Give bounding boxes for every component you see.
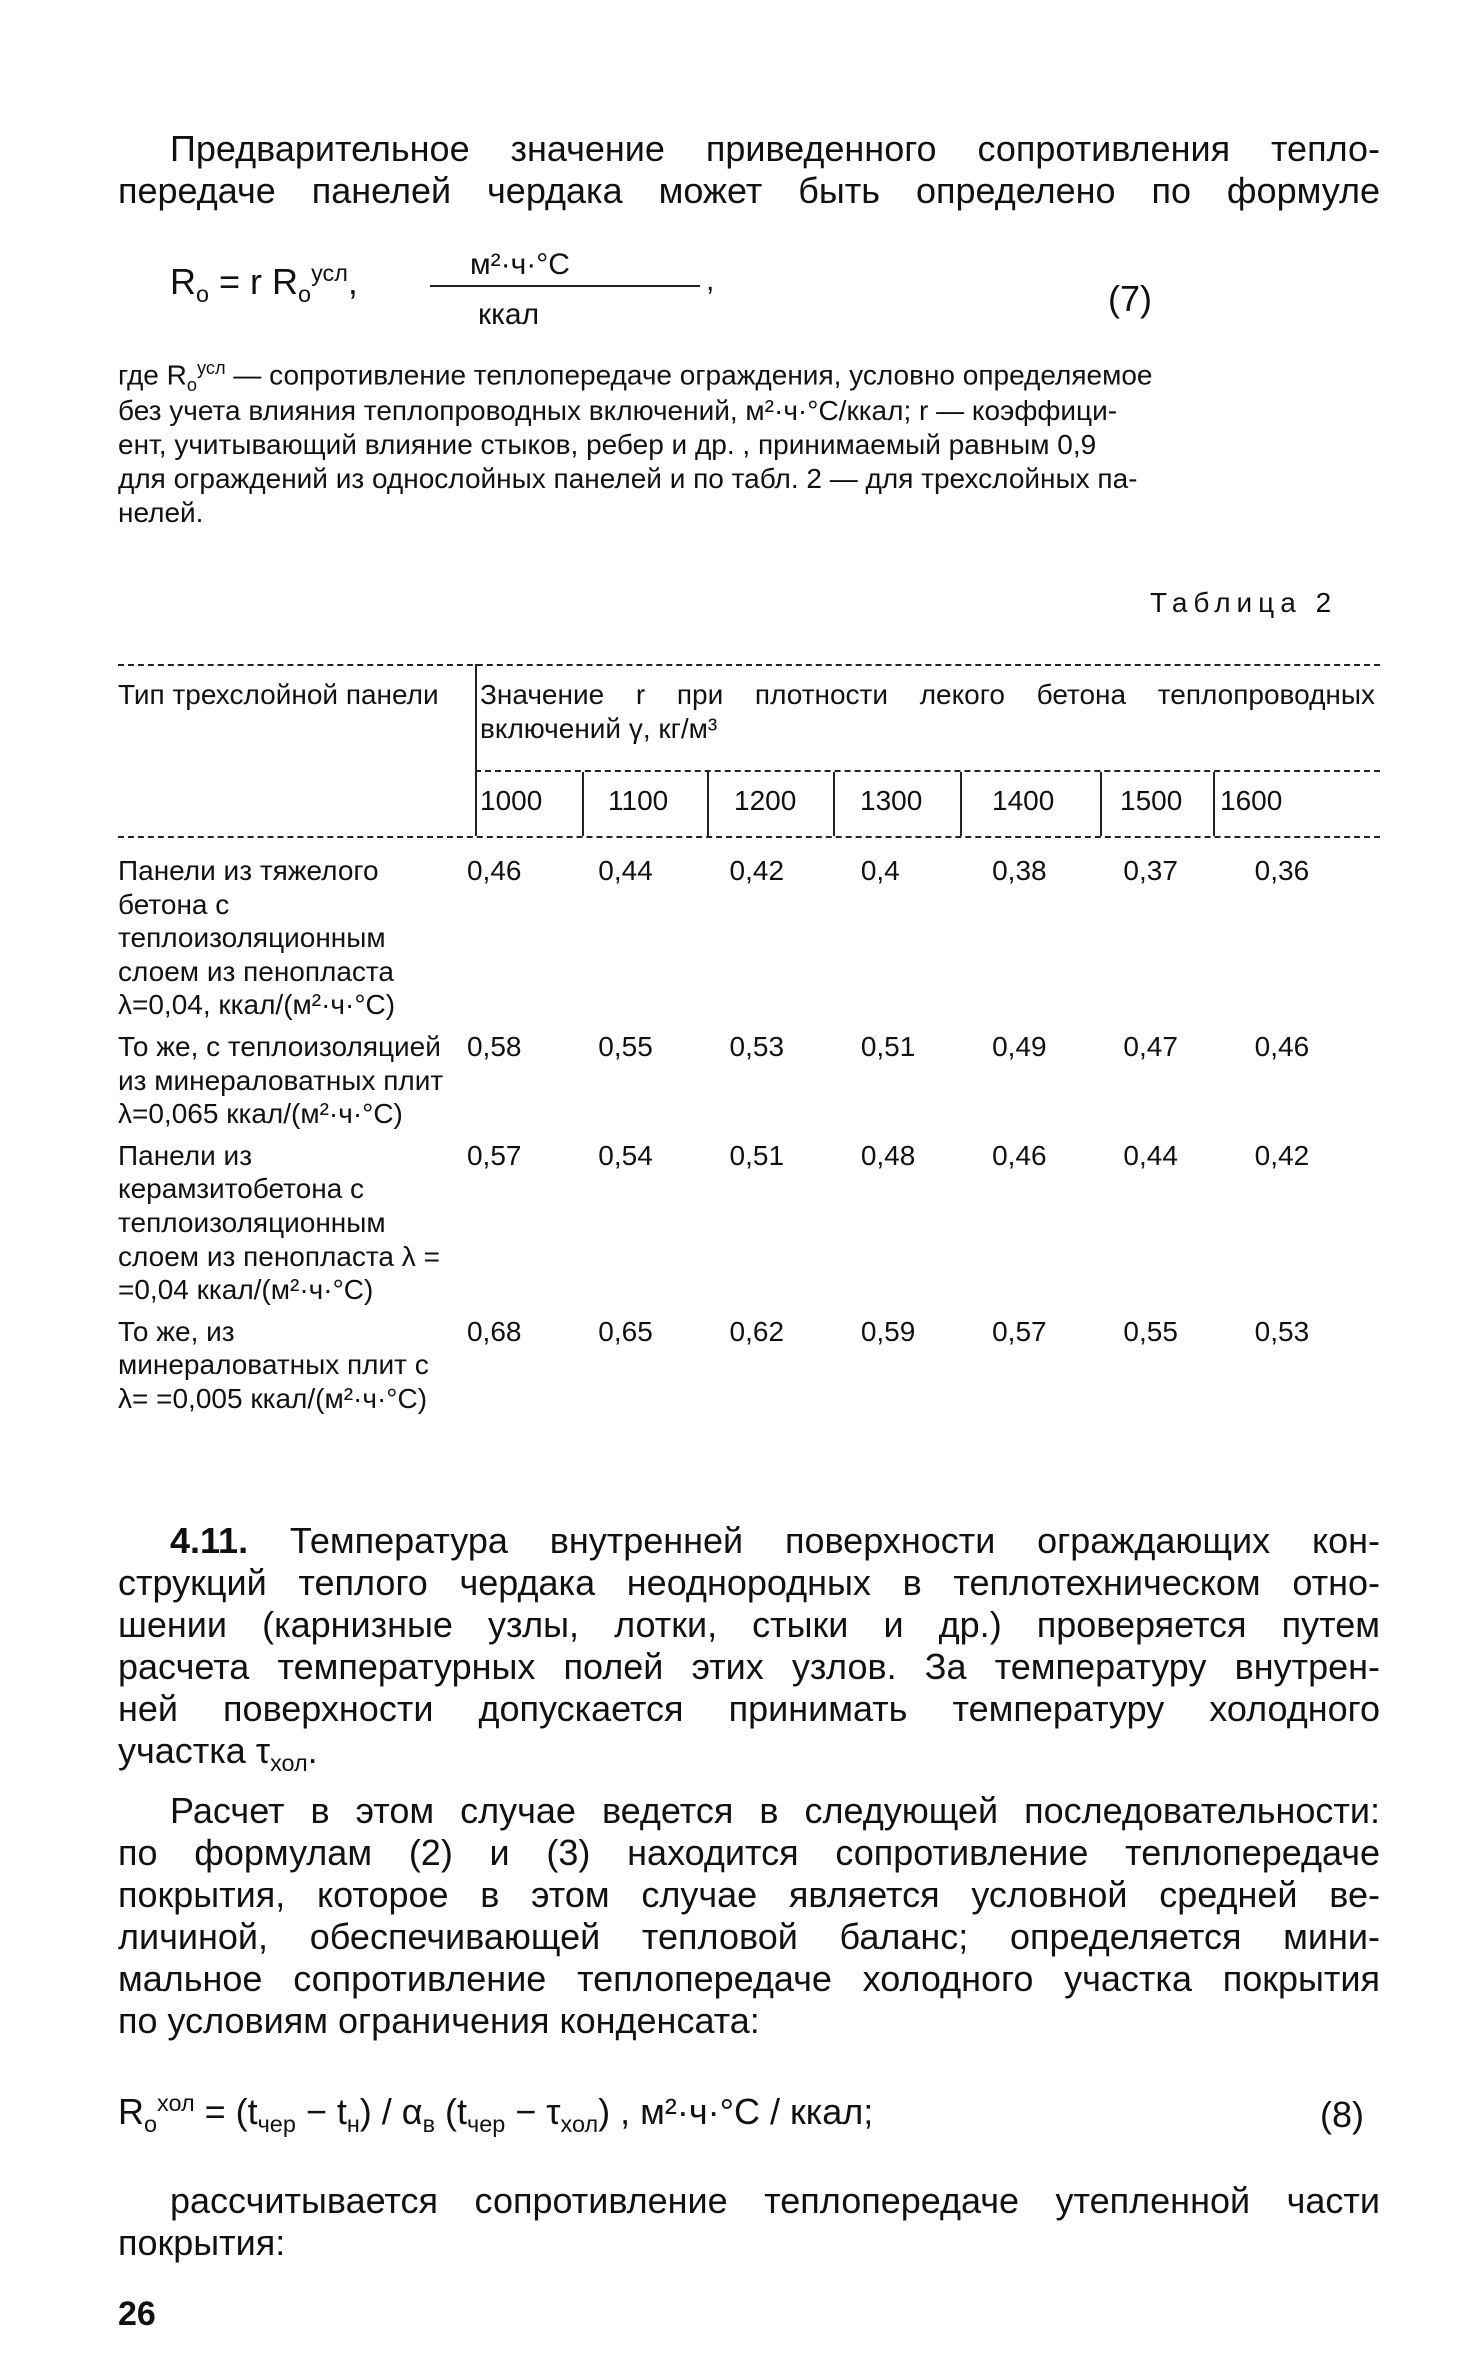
intro-line-1: Предварительное значение приведенного сопротивления тепло- bbox=[170, 128, 1380, 169]
row-value: 0,46 bbox=[1254, 1030, 1310, 1062]
row-value: 0,51 bbox=[729, 1139, 785, 1171]
row-value: 0,59 bbox=[860, 1315, 916, 1347]
density-label: 1600 bbox=[1220, 785, 1283, 816]
row-name: То же, из минераловатных плит с λ= =0,005 ккал/(м²·ч·°С) bbox=[118, 1315, 429, 1414]
density-label: 1500 bbox=[1120, 785, 1183, 816]
row-value: 0,36 bbox=[1254, 855, 1310, 886]
section-4-11-line-2: струкций теплого чердака неоднородных в теплотехническом отно- bbox=[118, 1562, 1380, 1603]
row-value: 0,58 bbox=[466, 1030, 522, 1062]
row-value: 0,68 bbox=[466, 1315, 522, 1347]
definition-line-3: ент, учитывающий влияние стыков, ребер и др. , принимаемый равным 0,9 bbox=[118, 429, 1097, 460]
table-header-bottom-rule bbox=[118, 836, 1380, 838]
formula-7-unit-denominator: ккал bbox=[478, 298, 540, 331]
row-value: 0,55 bbox=[1123, 1315, 1178, 1347]
density-divider bbox=[707, 772, 709, 836]
row-value: 0,49 bbox=[992, 1030, 1047, 1062]
row-value: 0,38 bbox=[992, 855, 1047, 886]
para-2-line-1: Расчет в этом случае ведется в следующей последовательности: bbox=[170, 1790, 1380, 1831]
row-value: 0,57 bbox=[992, 1315, 1047, 1347]
density-divider bbox=[1100, 772, 1102, 836]
definition-line-5: нелей. bbox=[118, 497, 204, 528]
row-value: 0,44 bbox=[1123, 1139, 1178, 1171]
row-value: 0,47 bbox=[1123, 1030, 1178, 1062]
table-row bbox=[118, 1139, 1380, 1315]
row-value: 0,37 bbox=[1123, 855, 1178, 886]
definition-line-4: для ограждений из однослойных панелей и по табл. 2 — для трехслойных па- bbox=[118, 463, 1138, 494]
table-top-rule bbox=[118, 664, 1380, 666]
row-value: 0,54 bbox=[598, 1139, 653, 1171]
row-name: То же, с теплоизоляцией из минераловатных плит λ=0,065 ккал/(м²·ч·°С) bbox=[118, 1030, 444, 1130]
density-label: 1300 bbox=[860, 785, 923, 816]
row-value: 0,53 bbox=[729, 1030, 785, 1062]
density-divider bbox=[833, 772, 835, 836]
definition-line-2: без учета влияния теплопроводных включений, м²·ч·°С/ккал; r — коэффици- bbox=[118, 395, 1118, 426]
density-divider bbox=[582, 772, 584, 836]
formula-7-lhs: $R_о = r$ $R_о^{усл}$, bbox=[170, 260, 358, 308]
section-number: 4.11. bbox=[170, 1520, 249, 1561]
table-col2-header: Значение r при плотности лекого бетона теплопроводных включений γ, кг/м³ bbox=[480, 679, 1375, 744]
row-value: 0,42 bbox=[1254, 1139, 1310, 1171]
table-row bbox=[118, 1030, 1380, 1139]
para-2-line-4: личиной, обеспечивающей тепловой баланс; определяется мини- bbox=[118, 1916, 1380, 1957]
page-number: 26 bbox=[118, 2295, 156, 2333]
coefficient-table bbox=[118, 854, 1380, 1424]
row-value: 0,53 bbox=[1254, 1315, 1310, 1347]
row-value: 0,51 bbox=[860, 1030, 916, 1062]
density-label: 1200 bbox=[734, 785, 797, 816]
density-label: 1400 bbox=[992, 785, 1055, 816]
formula-7-unit-numerator: м²·ч·°С bbox=[470, 248, 570, 281]
formula-7-number: (7) bbox=[1108, 278, 1152, 319]
section-4-11-line-3: шении (карнизные узлы, лотки, стыки и др.) проверяется путем bbox=[118, 1604, 1380, 1645]
para-2-line-6: по условиям ограничения конденсата: bbox=[118, 2000, 760, 2041]
section-4-11-line-4: расчета температурных полей этих узлов. За температуру внутрен- bbox=[118, 1646, 1380, 1687]
para-2-line-2: по формулам (2) и (3) находится сопротивление теплопередаче bbox=[118, 1832, 1380, 1873]
table-header-mid-rule bbox=[475, 770, 1380, 772]
density-divider bbox=[960, 772, 962, 836]
para-3-line-2: покрытия: bbox=[118, 2222, 286, 2263]
row-value: 0,55 bbox=[598, 1030, 653, 1062]
row-value: 0,46 bbox=[466, 855, 522, 886]
formula-7-fraction-bar bbox=[430, 285, 700, 287]
row-value: 0,4 bbox=[860, 855, 900, 886]
formula-8: $R_о^{хол} = (t_{чер} - t_н) / \alpha_в$ $(t_{чер} - \tau_{хол})$ , м²·ч·°С / ккал; bbox=[118, 2090, 874, 2138]
row-value: 0,44 bbox=[598, 855, 653, 886]
section-4-11-line-6: участка $\tau_{хол}$. bbox=[118, 1730, 318, 1777]
intro-line-2: передаче панелей чердака может быть определено по формуле bbox=[118, 170, 1380, 211]
table-col-divider bbox=[475, 664, 477, 836]
row-value: 0,42 bbox=[729, 855, 785, 886]
table-row bbox=[118, 1315, 1380, 1424]
section-4-11-line-1: 4.11. Температура внутренней поверхности ограждающих кон- bbox=[170, 1520, 1380, 1561]
row-value: 0,48 bbox=[860, 1139, 916, 1171]
para-2-line-5: мальное сопротивление теплопередаче холодного участка покрытия bbox=[118, 1958, 1380, 1999]
row-value: 0,65 bbox=[598, 1315, 653, 1347]
table-caption: Таблица 2 bbox=[1150, 587, 1338, 618]
para-2-line-3: покрытия, которое в этом случае является условной средней ве- bbox=[118, 1874, 1380, 1915]
formula-8-number: (8) bbox=[1320, 2094, 1364, 2135]
formula-7-unit-comma: , bbox=[706, 264, 715, 297]
table-row bbox=[118, 854, 1380, 1030]
table-col1-header: Тип трехслойной панели bbox=[118, 679, 439, 710]
density-label: 1000 bbox=[480, 785, 543, 816]
row-value: 0,46 bbox=[992, 1139, 1047, 1171]
row-name: Панели из керамзитобетона с теплоизоляционным слоем из пенопласта λ = =0,04 ккал/(м²·ч·°С) bbox=[118, 1139, 440, 1306]
row-value: 0,62 bbox=[729, 1315, 785, 1347]
density-label: 1100 bbox=[608, 785, 669, 816]
row-value: 0,57 bbox=[466, 1139, 522, 1171]
row-name: Панели из тяжелого бетона с теплоизоляционным слоем из пенопласта λ=0,04, ккал/(м²·ч·°С) bbox=[118, 855, 396, 1021]
section-4-11-line-5: ней поверхности допускается принимать температуру холодного bbox=[118, 1688, 1380, 1729]
density-divider bbox=[1213, 772, 1215, 836]
definition-line-1: где $R_о^{усл}$ — сопротивление теплопередаче ограждения, условно определяемое bbox=[118, 358, 1153, 395]
para-3-line-1: рассчитывается сопротивление теплопередаче утепленной части bbox=[170, 2180, 1380, 2221]
